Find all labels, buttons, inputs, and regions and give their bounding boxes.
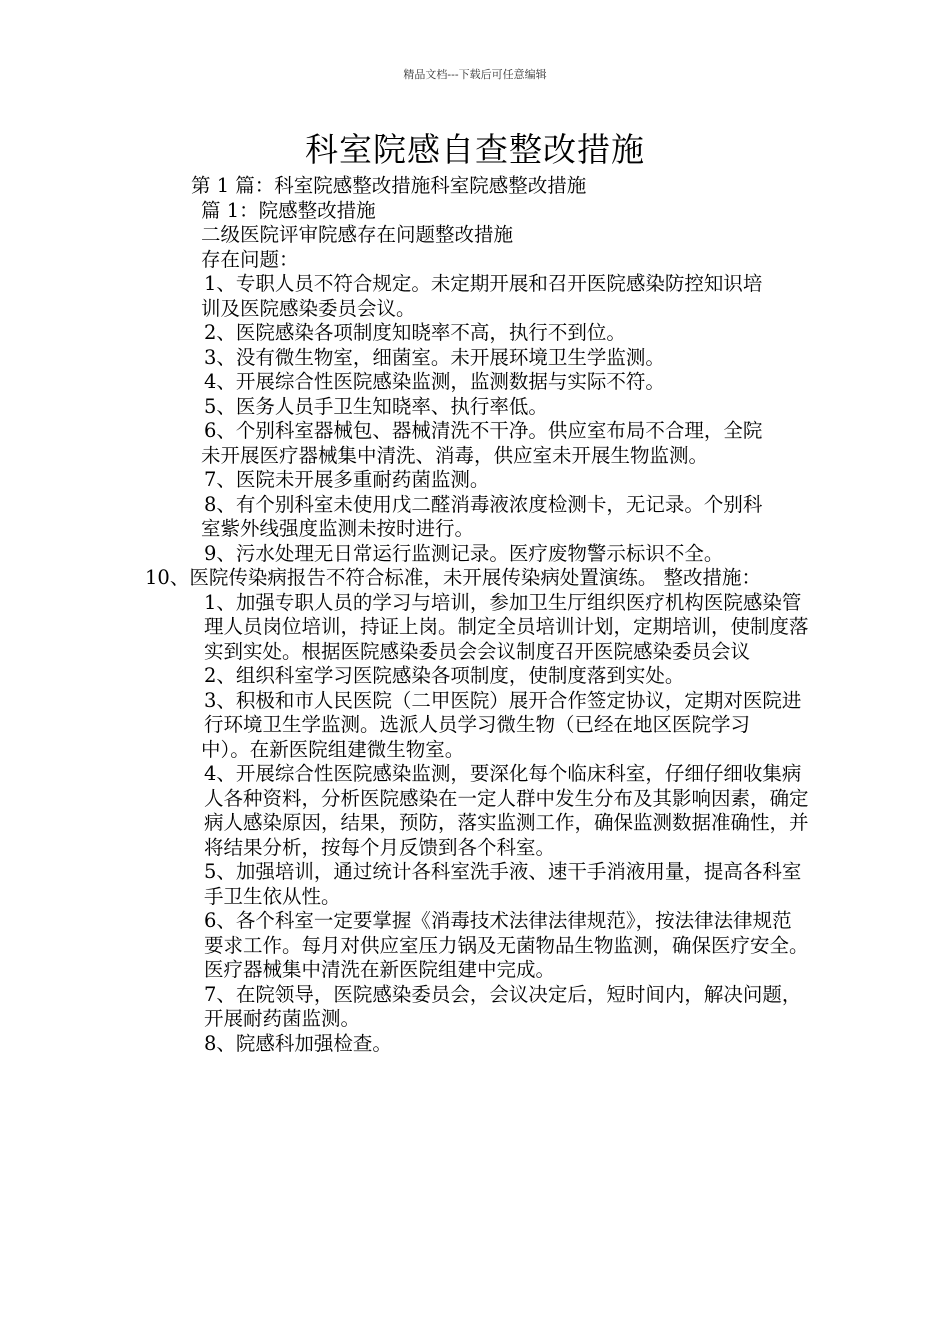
paragraph-problem-6-cont: 未开展医疗器械集中清洗、消毒，供应室未开展生物监测。 [201,443,709,467]
paragraph-problem-4: 4、开展综合性医院感染监测，监测数据与实际不符。 [204,370,665,393]
paragraph-measure-4: 4、开展综合性医院感染监测，要深化每个临床科室，仔细仔细收集病人各种资料，分析医院感染在一定人群中发生分布及其影响因素，确定病人感染原因，结果，预防，落实监测工作，确保监测数据准确性，并将结果分析，按每个月反馈到各个科室。 [204,762,809,859]
paragraph-problem-1: 1、专职人员不符合规定。未定期开展和召开医院感染防控知识培 [204,272,763,295]
paragraph-problem-10: 10、医院传染病报告不符合标准，未开展传染病处置演练。 整改措施： [145,566,762,589]
paragraph-problem-7: 7、医院未开展多重耐药菌监测。 [204,468,490,491]
paragraph-measure-2: 2、组织科室学习医院感染各项制度，使制度落到实处。 [204,664,685,687]
paragraph-chapter-heading: 第 1 篇：科室院感整改措施科室院感整改措施 [191,174,587,197]
paragraph-problem-2: 2、医院感染各项制度知晓率不高，执行不到位。 [204,321,626,344]
document-title: 科室院感自查整改措施 [305,130,645,169]
paragraph-measure-1: 1、加强专职人员的学习与培训，参加卫生厅组织医疗机构医院感染管理人员岗位培训，持证上岗。制定全员培训计划，定期培训，使制度落实到实处。根据医院感染委员会会议制度召开医院感染委员会议 [204,590,809,663]
watermark-header: 精品文档---下载后可任意编辑 [403,68,547,81]
paragraph-problem-9: 9、污水处理无日常运行监测记录。医疗废物警示标识不全。 [204,541,724,565]
paragraph-measure-5: 5、加强培训，通过统计各科室洗手液、速干手消液用量，提高各科室手卫生依从性。 [204,860,802,908]
paragraph-problem-3: 3、没有微生物室，细菌室。未开展环境卫生学监测。 [204,345,665,369]
document-body [145,174,810,1056]
paragraph-measure-8: 8、院感科加强检查。 [204,1031,392,1055]
paragraph-problem-1-cont: 训及医院感染委员会议。 [201,296,416,320]
paragraph-section-heading: 篇 1：院感整改措施 [201,198,376,222]
paragraph-measure-7: 7、在院领导，医院感染委员会，会议决定后，短时间内，解决问题，开展耐药菌监测。 [204,982,802,1030]
paragraph-measure-3: 3、积极和市人民医院（二甲医院）展开合作签定协议，定期对医院进行环境卫生学监测。选派人员学习微生物（已经在地区医院学习 [204,688,802,736]
paragraph-subtitle: 二级医院评审院感存在问题整改措施 [201,223,514,246]
paragraph-measure-3-cont: 中）。在新医院组建微生物室。 [201,737,465,761]
paragraph-problem-8: 8、有个别科室未使用戊二醛消毒液浓度检测卡，无记录。个别科 [204,492,763,516]
paragraph-problems-heading: 存在问题： [201,247,299,271]
paragraph-problem-8-cont: 室紫外线强度监测未按时进行。 [201,517,475,540]
paragraph-problem-5: 5、医务人员手卫生知晓率、执行率低。 [204,394,548,418]
paragraph-measure-6: 6、各个科室一定要掌握《消毒技术法律法律规范》，按法律法律规范要求工作。每月对供应室压力锅及无菌物品生物监测，确保医疗安全。医疗器械集中清洗在新医院组建中完成。 [204,909,809,981]
paragraph-problem-6: 6、个别科室器械包、器械清洗不干净。供应室布局不合理，全院 [204,419,763,442]
